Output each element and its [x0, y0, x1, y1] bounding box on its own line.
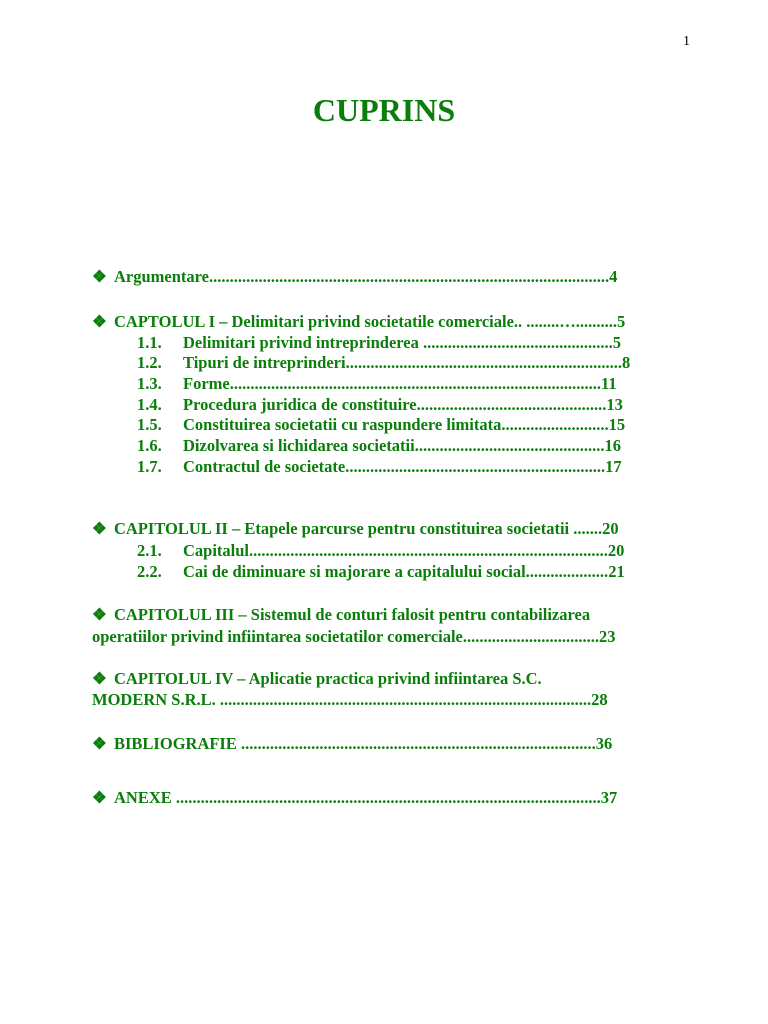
toc-subentry: 1.5. Constituirea societatii cu raspundere limitata..........................15	[137, 415, 626, 434]
toc-entry-cap4: ❖ CAPITOLUL IV – Aplicatie practica privind infiintarea S.C.	[92, 669, 542, 688]
toc-subentry: 1.2. Tipuri de intreprinderi...................................................................8	[137, 353, 631, 372]
toc-subentry: 1.7. Contractul de societate...............................................................17	[137, 457, 622, 476]
page-number: 1	[683, 34, 690, 49]
toc-subentry: 1.1. Delimitari privind intreprinderea ..............................................5	[137, 333, 621, 352]
diamond-bullet-icon: ❖	[92, 519, 107, 538]
page-title: CUPRINS	[312, 92, 456, 128]
diamond-bullet-icon: ❖	[92, 734, 107, 753]
toc-subentry: 1.6. Dizolvarea si lichidarea societatii..............................................16	[137, 436, 621, 455]
toc-subentry: 2.1. Capitalul.......................................................................................20	[137, 541, 625, 560]
toc-entry-argumentare: ❖ Argumentare.................................................................................................4	[92, 267, 618, 286]
toc-entry-cap3: ❖ CAPITOLUL III – Sistemul de conturi falosit pentru contabilizarea	[92, 605, 591, 624]
toc-subentry: 1.4. Procedura juridica de constituire..............................................13	[137, 395, 623, 414]
toc-entry-cap4-cont: MODERN S.R.L. ..........................................................................................28	[92, 690, 608, 709]
toc-entry-cap1: ❖ CAPTOLUL I – Delimitari privind societatile comerciale.. ........…..........5	[92, 312, 626, 331]
toc-subentry: 2.2. Cai de diminuare si majorare a capitalului social....................21	[137, 562, 625, 581]
toc-entry-cap3-cont: operatiilor privind infiintarea societatilor comerciale.................................23	[92, 627, 616, 646]
diamond-bullet-icon: ❖	[92, 605, 107, 624]
diamond-bullet-icon: ❖	[92, 669, 107, 688]
diamond-bullet-icon: ❖	[92, 788, 107, 807]
toc-entry-bibliografie: ❖ BIBLIOGRAFIE ......................................................................................36	[92, 734, 613, 753]
toc-entry-anexe: ❖ ANEXE .......................................................................................................37	[92, 788, 618, 807]
diamond-bullet-icon: ❖	[92, 312, 107, 331]
toc-entry-cap2: ❖ CAPITOLUL II – Etapele parcurse pentru constituirea societatii .......20	[92, 519, 619, 538]
toc-subentry: 1.3. Forme..........................................................................................11	[137, 374, 617, 393]
diamond-bullet-icon: ❖	[92, 267, 107, 286]
